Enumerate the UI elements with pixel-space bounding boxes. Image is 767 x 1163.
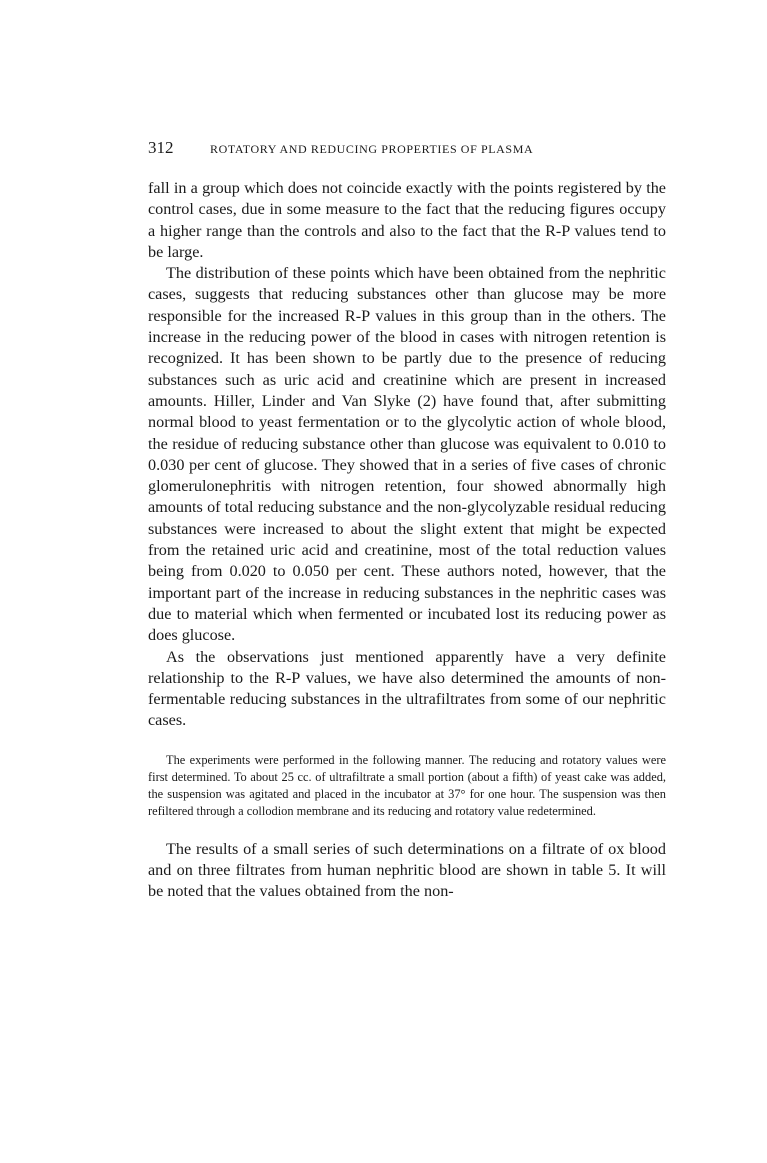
paragraph-continuation: fall in a group which does not coincide exactly with the points registered by the control cases, due in some measure to the fact that the reducing figures occupy a higher range than the controls and also to the fact that the R-P values tend to be large.	[148, 179, 666, 261]
page-content	[148, 138, 666, 903]
running-head	[148, 138, 666, 162]
paragraph-nephritic-distribution: The distribution of these points which have been obtained from the nephritic cases, suggests that reducing substances other than glucose may be more responsible for the increased R-P values in this group than in the others. The increase in the reducing power of the blood in cases with nitrogen retention is recognized. It has been shown to be partly due to the presence of reducing substances such as uric acid and creatinine which are present in increased amounts. Hiller, Linder and Van Slyke (2) have found that, after submitting normal blood to yeast fermentation or to the glycolytic action of whole blood, the residue of reducing substance other than glucose was equivalent to 0.010 to 0.030 per cent of glucose. They showed that in a series of five cases of chronic glomerulonephritis with nitrogen retention, four showed abnormally high amounts of total reducing substance and the non-glycolyzable residual reducing substances were increased to about the slight extent that might be expected from the retained uric acid and creatinine, most of the total reduction values being from 0.020 to 0.050 per cent. These authors noted, however, that the important part of the increase in reducing substances in the nephritic cases was due to material which when fermented or incubated lost its reducing power as does glucose.	[148, 264, 666, 645]
paragraph-results: The results of a small series of such determinations on a filtrate of ox blood and on three filtrates from human nephritic blood are shown in table 5. It will be noted that the values obtained from the non-	[148, 839, 666, 901]
page-number: 312	[148, 138, 174, 157]
paragraph-observations: As the observations just mentioned apparently have a very definite relationship to the R-P values, we have also determined the amounts of non-fermentable reducing substances in the ultrafiltrates from some of our nephritic cases.	[148, 647, 666, 730]
methods-note: The experiments were performed in the following manner. The reducing and rotatory values were first determined. To about 25 cc. of ultrafiltrate a small portion (about a fifth) of yeast cake was added, the suspension was agitated and placed in the incubator at 37° for one hour. The suspension was then refiltered through a collodion membrane and its reducing and rotatory value redetermined.	[148, 752, 666, 818]
running-title: ROTATORY AND REDUCING PROPERTIES OF PLASMA	[210, 142, 534, 156]
